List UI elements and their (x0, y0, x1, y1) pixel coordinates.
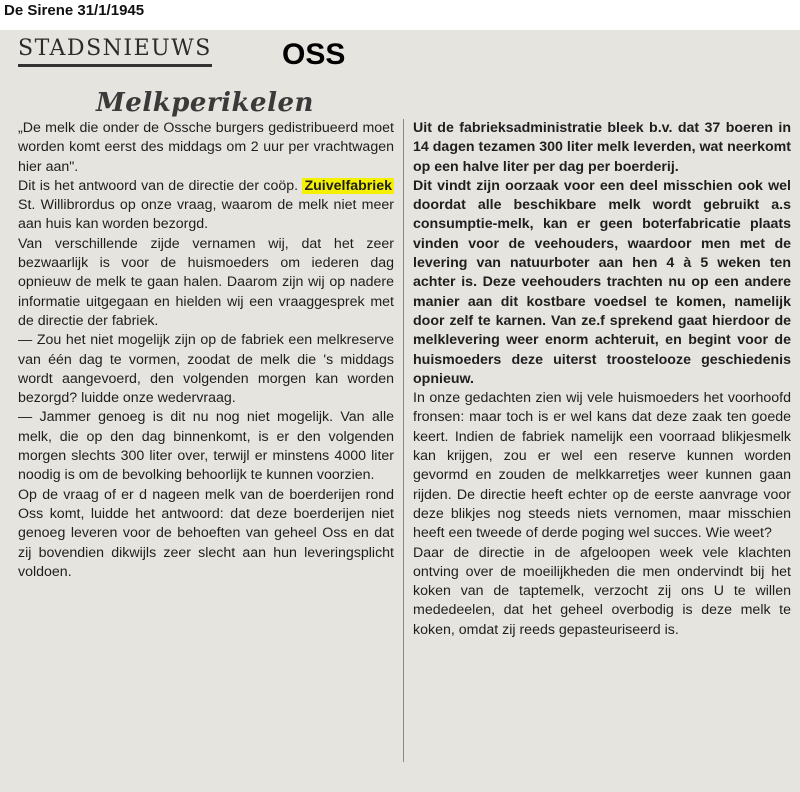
article-paragraph: Van verschillende zijde vernamen wij, dat het zeer bezwaarlijk is voor de huismoeders om iederen dag opnieuw de melk te gaan halen. Daarom zijn wij op nadere informatie uitgegaan en hielden wij een vraaggesprek met de directie der fabriek. (18, 235, 394, 329)
article-left-column (18, 119, 394, 582)
column-divider (403, 119, 404, 762)
article-title: Melkperikelen (96, 88, 314, 118)
article-paragraph (18, 177, 394, 235)
highlighted-word: Zuivelfabriek (304, 177, 392, 194)
paragraph-text: St. Willibrordus op onze vraag, waarom de melk niet meer aan huis kan worden bezorgd. (18, 197, 394, 233)
article-paragraph: Dit vindt zijn oorzaak voor een deel misschien ook wel doordat alle beschikbare melk wordt gebruikt a.s consumptie-melk, kan er geen boterfabricatie plaats vinden voor de veehouders, waardoor men met de levering van natuurboter aan hen 4 à 5 weken ten achter is. Deze veehouders trachten nu op een andere manier aan dit kostbare voedsel te komen, namelijk door zelf te karnen. Van ze.f sprekend gaat hierdoor de melklevering weer enorm achteruit, en begint voor de huismoeders deze uiterst troostelooze geschiedenis opnieuw. (413, 177, 791, 387)
image-caption: De Sirene 31/1/1945 (4, 2, 145, 19)
article-paragraph: — Zou het niet mogelijk zijn op de fabriek een melkreserve van één dag te vormen, zoodat de melk die 's middags wordt aangevoerd, den volgenden morgen kan worden bezorgd? luidde onze wedervraag. (18, 332, 394, 407)
city-label: OSS (282, 38, 346, 71)
article-right-column (413, 119, 791, 640)
article-paragraph: — Jammer genoeg is dit nu nog niet mogelijk. Van alle melk, die op den dag binnenkomt, is er den volgenden morgen slechts 300 liter over, terwijl er minstens 4000 liter noodig is om de bevolking behoorlijk te kunnen voorzien. (18, 409, 394, 484)
paragraph-text: Dit is het antwoord van de directie der coöp. (18, 177, 299, 194)
article-paragraph: Uit de fabrieksadministratie bleek b.v. dat 37 boeren in 14 dagen tezamen 300 liter melk leverden, wat neerkomt op een halve liter per dag per boerderij. (413, 120, 791, 175)
article-paragraph: Op de vraag of er d nageen melk van de boerderijen rond Oss komt, luidde het antwoord: dat deze boerderijen niet genoeg leveren voor de behoeften van geheel Oss en dat zij bovendien dikwijls zeer slecht aan hun leveringsplicht voldoen. (18, 486, 394, 580)
article-paragraph: „De melk die onder de Ossche burgers gedistribueerd moet worden komt eerst des middags om 2 uur per vrachtwagen hier aan". (18, 120, 394, 175)
article-paragraph: Daar de directie in de afgeloopen week vele klachten ontving over de moeilijkheden die men ondervindt bij het koken van de taptemelk, verzocht zij ons U te willen mededeelen, dat het geheel overbodig is deze melk te koken, omdat zij reeds gepasteuriseerd is. (413, 544, 791, 638)
section-heading: STADSNIEUWS (18, 36, 212, 67)
article-paragraph: In onze gedachten zien wij vele huismoeders het voorhoofd fronsen: maar toch is er wel kans dat deze zaak ten goede keert. Indien de fabriek namelijk een voorraad blikjesmelk kan krijgen, zou er wel een reserve kunnen worden gevormd en zouden de melkkarretjes weer kunnen gaan rijden. De directie heeft echter op de eerste aanvrage voor deze blikjes nog steeds niets vernomen, maar misschien heeft een tweede of derde poging wel succes. Wie weet? (413, 390, 791, 542)
